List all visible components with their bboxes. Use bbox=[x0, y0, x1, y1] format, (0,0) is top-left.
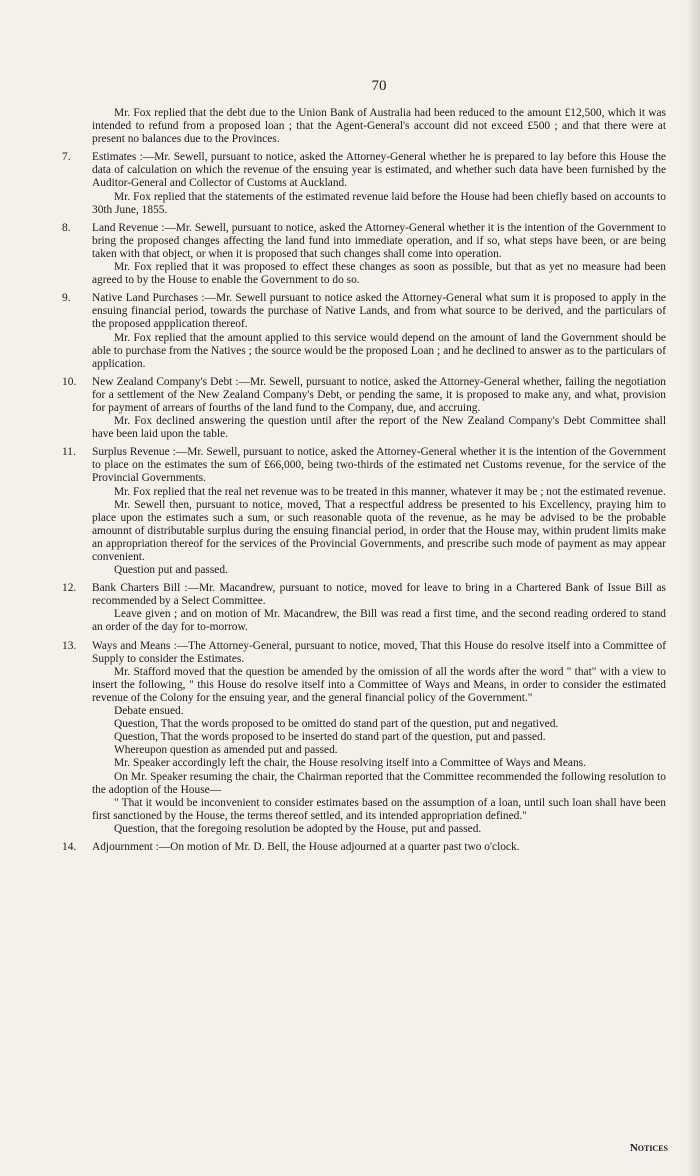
paragraph: Mr. Fox replied that it was proposed to effect these changes as soon as possible, but that as yet no measure had been agreed to by the House to enable the Government to do so. bbox=[92, 261, 666, 287]
item-text: Surplus Revenue :—Mr. Sewell, pursuant to notice, asked the Attorney-General whether it is the intention of the Government to place on the estimates the sum of £66,000, being two-thirds of the estimated net Customs revenue, for the service of the Provincial Governments. bbox=[92, 446, 666, 485]
proceedings-text bbox=[62, 107, 666, 854]
item-text: Estimates :—Mr. Sewell, pursuant to notice, asked the Attorney-General whether he is prepared to lay before this House the data of calculation on which the revenue of the ensuing year is estimated, and whether such data have been furnished by the Auditor-General and Collector of Customs at Auckland. bbox=[92, 151, 666, 190]
item-number: 13. bbox=[62, 639, 77, 652]
paragraph: Question, That the words proposed to be inserted do stand part of the question, put and passed. bbox=[114, 731, 546, 744]
numbered-item bbox=[62, 375, 666, 415]
paragraph: Mr. Fox declined answering the question until after the report of the New Zealand Company's Debt Committee shall have been laid upon the table. bbox=[92, 415, 666, 441]
paragraph: Question, that the foregoing resolution be adopted by the House, put and passed. bbox=[114, 822, 482, 835]
paragraph: Leave given ; and on motion of Mr. Macandrew, the Bill was read a first time, and the second reading ordered to stand an order of the day for to-morrow. bbox=[92, 608, 666, 634]
item-number: 12. bbox=[62, 582, 77, 595]
paragraph: Debate ensued. bbox=[114, 705, 184, 718]
item-number: 8. bbox=[62, 221, 71, 234]
item-text: Adjournment :—On motion of Mr. D. Bell, the House adjourned at a quarter past two o'clock. bbox=[92, 840, 520, 853]
paragraph: Mr. Fox replied that the amount applied to this service would depend on the amount of land the Government should be able to purchase from the Natives ; the source would be the proposed Loan ; and he declined to answer as to the particulars of application. bbox=[92, 331, 666, 370]
paragraph: Mr. Fox replied that the statements of the estimated revenue laid before the House had been chiefly based on accounts to 30th June, 1855. bbox=[92, 190, 666, 216]
paragraph: Mr. Stafford moved that the question be amended by the omission of all the words after the word " that" with a view to insert the following, " this House do resolve itself into a Committee of Ways and Means, in order to consider the estimated revenue of the Colony for the ensuing year, and the general financial policy of the Government." bbox=[92, 665, 666, 704]
item-text: Land Revenue :—Mr. Sewell, pursuant to notice, asked the Attorney-General whether it is the intention of the Government to bring the proposed changes affecting the land fund into immediate operation, and if so, what steps have been, or are being taken with that object, or when it is proposed that such changes shall come into operation. bbox=[92, 221, 666, 260]
paragraph: Mr. Fox replied that the real net revenue was to be treated in this manner, whatever it may be ; not the estimated revenue. bbox=[114, 485, 666, 498]
item-number: 11. bbox=[62, 446, 76, 459]
numbered-item bbox=[62, 446, 666, 485]
numbered-item bbox=[62, 292, 666, 331]
item-text: New Zealand Company's Debt :—Mr. Sewell, pursuant to notice, asked the Attorney-General whether, failing the negotiation for a settlement of the New Zealand Company's Debt, or pending the same, it is proposed to make any, and what, provision for payment of arrears of fourths of the land fund to the Company, due, and accruing. bbox=[92, 375, 666, 414]
paragraph: Question, That the words proposed to be omitted do stand part of the question, put and negatived. bbox=[114, 718, 559, 731]
item-text: Native Land Purchases :—Mr. Sewell pursuant to notice asked the Attorney-General what sum it is proposed to apply in the ensuing financial period, towards the purchase of Native Lands, and from what source to be derived, and the particulars of the proposed appplication thereof. bbox=[92, 292, 666, 331]
page-edge-shadow bbox=[686, 0, 700, 1176]
item-number: 7. bbox=[62, 151, 71, 164]
paragraph: Question put and passed. bbox=[114, 564, 228, 577]
numbered-item bbox=[62, 582, 666, 608]
paragraph: Whereupon question as amended put and passed. bbox=[114, 744, 338, 757]
paragraph: Mr. Sewell then, pursuant to notice, moved, That a respectful address be presented to his Excellency, praying him to place upon the estimates such a sum, or such reasonable quota of the revenue, as he may be advised to be the probable amounnt of distributable surplus during the ensuing financial period, in order that the House may, within prudent limits make an appropriation thereof for the services of the Provincial Governments, and prescribe such mode of payment as may appear convenient. bbox=[92, 498, 666, 563]
item-number: 14. bbox=[62, 840, 77, 853]
page-body bbox=[62, 78, 666, 854]
item-number: 9. bbox=[62, 292, 71, 305]
item-number: 10. bbox=[62, 375, 77, 388]
paragraph: Mr. Fox replied that the debt due to the Union Bank of Australia had been reduced to the amount £12,500, which it was intended to refund from a proposed loan ; that the Agent-General's account did not exceed £500 ; and that there were at present no balances due to the Provinces. bbox=[92, 107, 666, 146]
numbered-item bbox=[62, 639, 666, 666]
numbered-item bbox=[62, 840, 666, 854]
item-text: Bank Charters Bill :—Mr. Macandrew, pursuant to notice, moved for leave to bring in a Chartered Bank of Issue Bill as recommended by a Select Committee. bbox=[92, 582, 666, 608]
numbered-item bbox=[62, 151, 666, 190]
paragraph: On Mr. Speaker resuming the chair, the Chairman reported that the Committee recommended the following resolution to the adoption of the House— bbox=[92, 770, 666, 796]
paragraph: " That it would be inconvenient to consider estimates based on the assumption of a loan, until such loan shall have been first sanctioned by the House, the terms thereof settled, and its intended appropriation defined." bbox=[92, 796, 666, 822]
numbered-item bbox=[62, 221, 666, 261]
catchword: Notices bbox=[629, 1142, 668, 1154]
paragraph: Mr. Speaker accordingly left the chair, the House resolving itself into a Committee of Ways and Means. bbox=[114, 757, 586, 770]
item-text: Ways and Means :—The Attorney-General, pursuant to notice, moved, That this House do resolve itself into a Committee of Supply to consider the Estimates. bbox=[92, 639, 666, 665]
page-number: 70 bbox=[371, 78, 387, 94]
